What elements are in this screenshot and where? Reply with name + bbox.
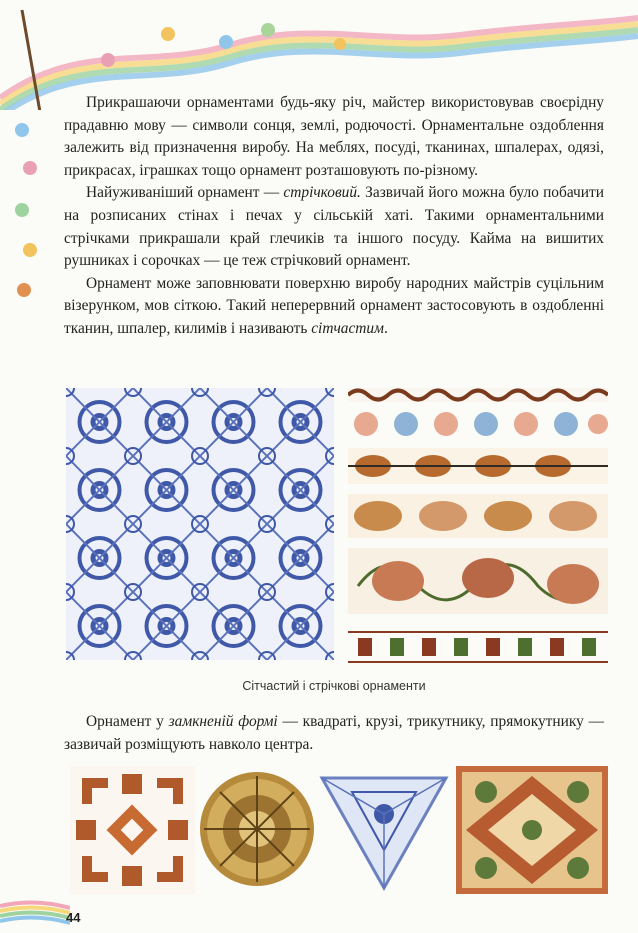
mesh-ornament-image xyxy=(66,388,334,660)
strip-1 xyxy=(348,388,608,402)
paragraph-strip-ornament: Найуживаніший орнамент — стрічковий. Зазвичай його можна було побачити на розписаних стінах і печах у сільській хаті. Такими орнаментальними стрічками прикрашали край глечиків та іншого посуду. Кайма на вишитих рушниках і сорочках — це теж стрічковий орнамент. xyxy=(64,184,604,270)
rectangle-ornament-image xyxy=(456,766,608,894)
hand-icon xyxy=(23,243,37,257)
paragraph-ornament-language: Прикрашаючи орнаментами будь-яку річ, майстер використовував своєрідну прадавню мову — символи сонця, землі, родючості. Орнаментальне оздоблення залежить від призначення виробу. На меблях, посуді, тканинах, шпалерах, одязі, прикрасах, іграшках тощо орнамент розташовують по-різному. xyxy=(64,94,604,179)
square-ornament-image xyxy=(70,766,195,894)
circle-ornament-image xyxy=(198,768,316,890)
figure-caption: Сітчастий і стрічкові орнаменти xyxy=(242,679,426,693)
closed-form-text xyxy=(64,711,604,756)
page-number: 44 xyxy=(66,910,81,925)
strip-2 xyxy=(354,412,608,436)
hand-icon xyxy=(15,203,29,217)
strip-3 xyxy=(348,448,608,484)
strip-5 xyxy=(348,548,608,614)
hand-icon xyxy=(15,123,29,137)
strip-ornaments-image xyxy=(348,386,608,670)
term-mesh: сітчастим xyxy=(311,319,384,337)
hand-icon xyxy=(17,283,31,297)
hand-icon xyxy=(23,161,37,175)
term-strip: стрічковий. xyxy=(283,184,361,202)
paragraph-closed-form: Орнамент у замкненій формі — квадраті, крузі, трикутнику, прямокутнику — зазвичай розміщують навколо центра. xyxy=(64,713,605,753)
intro-text xyxy=(64,92,604,341)
paragraph-mesh-ornament: Орнамент може заповнювати поверхню виробу народних майстрів суцільним візерунком, мов сіткою. Такий неперервний орнамент застосовують в оздобленні тканин, шпалер, килимів і називають сітчастим. xyxy=(64,274,604,337)
triangle-ornament-image xyxy=(316,770,452,892)
bottom-rainbow-decoration xyxy=(0,898,70,933)
strip-4 xyxy=(348,494,608,538)
term-closed-form: замкненій формі xyxy=(168,713,278,730)
strip-6 xyxy=(348,632,608,662)
side-handprints xyxy=(8,120,48,310)
